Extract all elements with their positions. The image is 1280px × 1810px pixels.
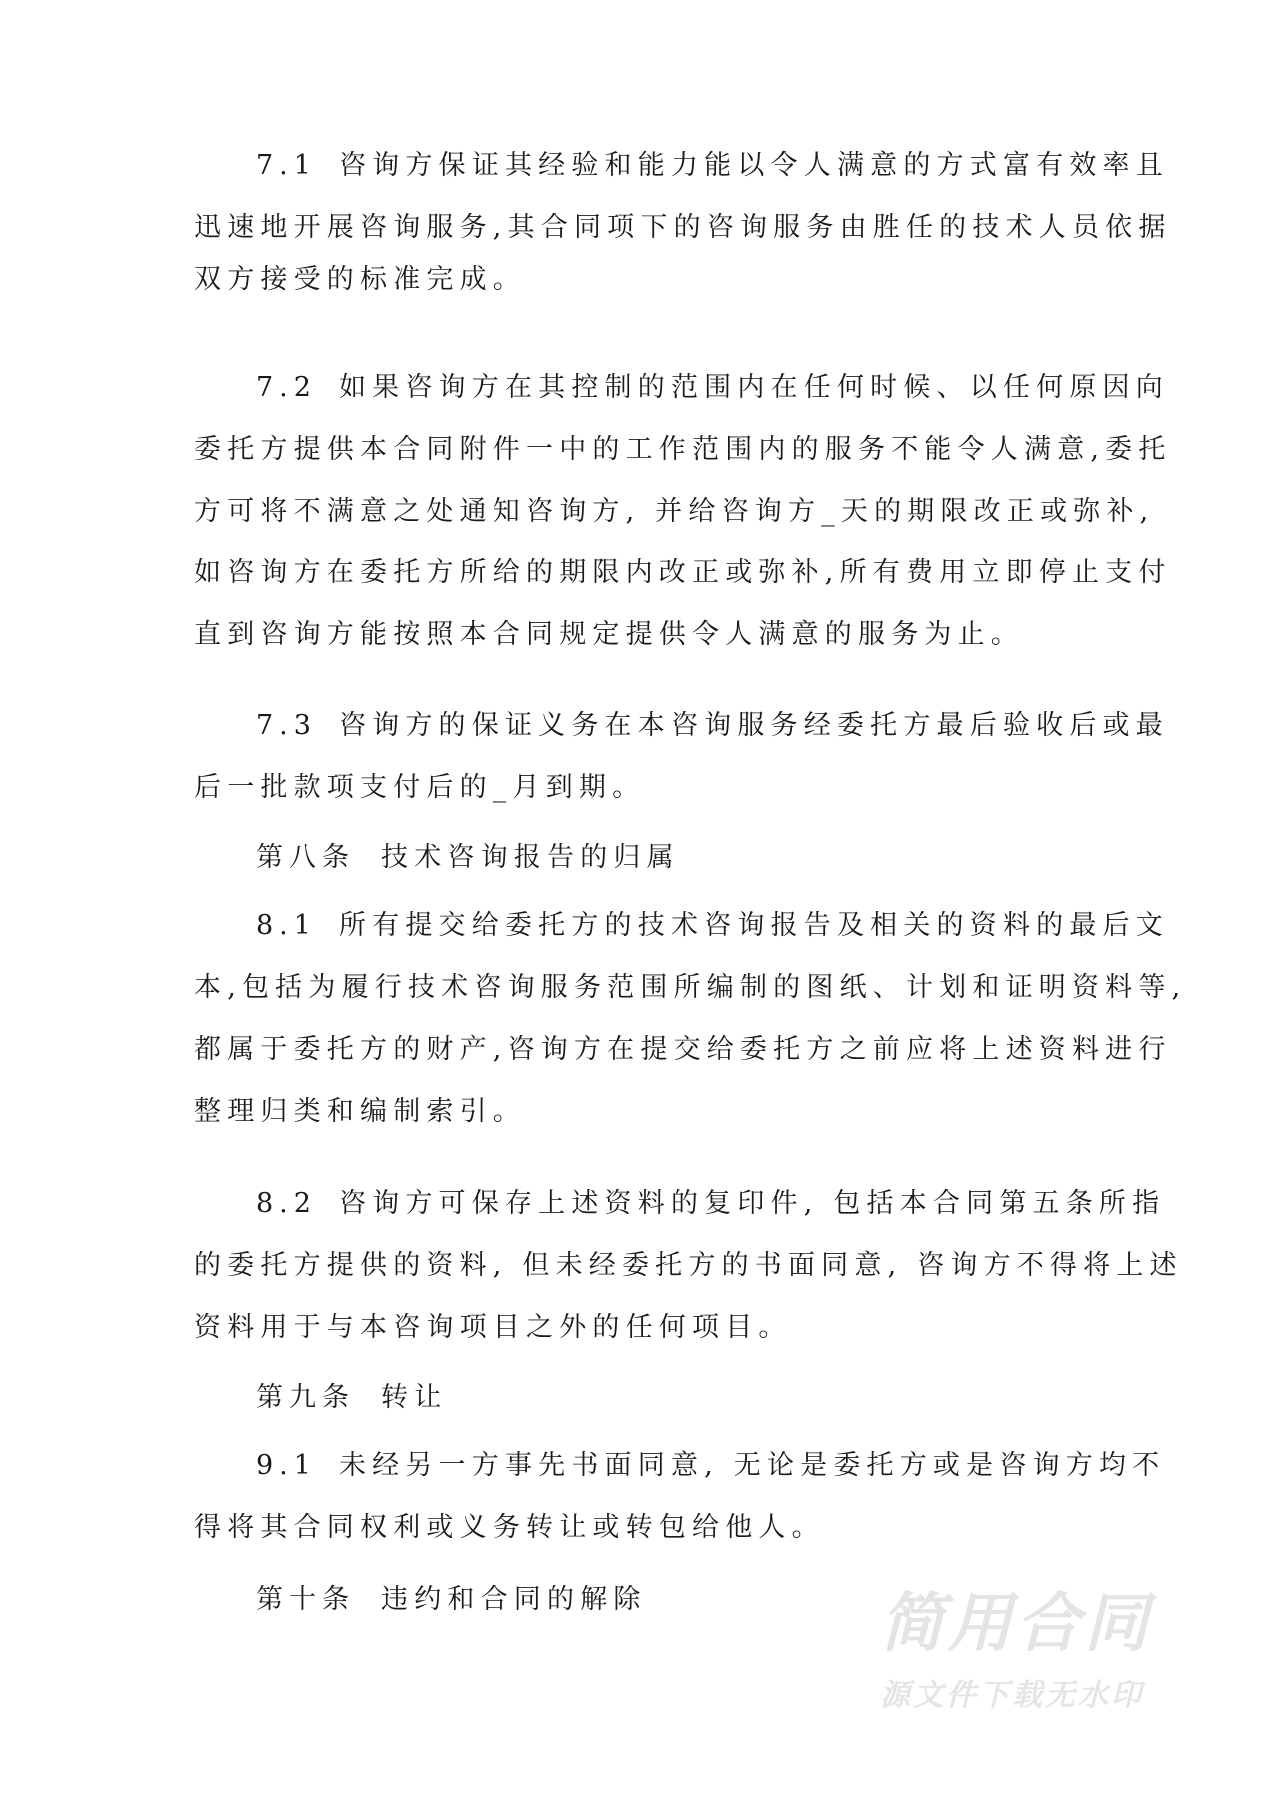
clause-8-1-line-2 [194,968,1187,1008]
clause-number: 8.2 [256,1188,317,1219]
clause-7-3-line-1 [256,706,1169,746]
paragraph-text: 资料用于与本咨询项目之外的任何项目。 [194,1312,792,1343]
clause-8-2-line-3 [194,1308,1094,1348]
clause-8-1-line-3 [194,1030,1172,1070]
clause-number: 8.1 [256,910,317,941]
paragraph-text: 都属于委托方的财产,咨询方在提交给委托方之前应将上述资料进行 [194,1034,1172,1065]
article-number: 第九条 [256,1382,355,1413]
paragraph-text: 委托方提供本合同附件一中的工作范围内的服务不能令人满意,委托 [194,434,1172,465]
paragraph-text: 直到咨询方能按照本合同规定提供令人满意的服务为止。 [194,619,1024,650]
watermark [880,1588,1210,1718]
clause-7-1-line-2 [194,208,1172,248]
clause-number: 9.1 [256,1450,317,1481]
watermark-title: 简用合同 [880,1587,1152,1661]
clause-7-2-line-4 [194,553,1172,593]
paragraph-text: 本,包括为履行技术咨询服务范围所编制的图纸、计划和证明资料等, [194,972,1187,1003]
paragraph-text: 后一批款项支付后的_月到期。 [194,772,646,803]
clause-number: 7.3 [256,710,317,741]
paragraph-text: 的委托方提供的资料, 但未经委托方的书面同意, 咨询方不得将上述 [194,1250,1183,1281]
paragraph-text: 如咨询方在委托方所给的期限内改正或弥补,所有费用立即停止支付 [194,557,1172,588]
paragraph-text: 咨询方可保存上述资料的复印件, 包括本合同第五条所指 [338,1188,1166,1219]
clause-7-1-line-1 [256,146,1169,186]
paragraph-text: 所有提交给委托方的技术咨询报告及相关的资料的最后文 [338,910,1169,941]
clause-7-2-line-2 [194,430,1172,470]
paragraph-text: 咨询方保证其经验和能力能以令人满意的方式富有效率且 [338,150,1169,181]
article-number: 第十条 [256,1584,355,1615]
clause-8-2-line-2 [194,1246,1183,1286]
clause-9-1-line-1 [256,1446,1166,1486]
clause-8-1-line-4 [194,1092,1094,1132]
paragraph-text: 未经另一方事先书面同意, 无论是委托方或是咨询方均不 [338,1450,1166,1481]
watermark-subtitle: 源文件下载无水印 [880,1678,1144,1713]
clause-7-1-line-3 [194,260,1094,300]
article-title: 违约和合同的解除 [381,1584,647,1615]
paragraph-text: 如果咨询方在其控制的范围内在任何时候、以任何原因向 [338,372,1169,403]
clause-8-2-line-1 [256,1184,1166,1224]
clause-7-2-line-5 [194,615,1094,655]
article-8-heading [256,838,1156,878]
clause-7-2-line-1 [256,368,1169,408]
article-number: 第八条 [256,842,355,873]
article-9-heading [256,1378,1156,1418]
paragraph-text: 咨询方的保证义务在本咨询服务经委托方最后验收后或最 [338,710,1169,741]
clause-7-2-line-3 [194,492,1155,532]
clause-number: 7.2 [256,372,317,403]
clause-7-3-line-2 [194,768,1094,808]
clause-number: 7.1 [256,150,317,181]
article-title: 技术咨询报告的归属 [381,842,680,873]
clause-9-1-line-2 [194,1508,1094,1548]
paragraph-text: 迅速地开展咨询服务,其合同项下的咨询服务由胜任的技术人员依据 [194,212,1172,243]
paragraph-text: 得将其合同权利或义务转让或转包给他人。 [194,1512,825,1543]
clause-8-1-line-1 [256,906,1169,946]
paragraph-text: 整理归类和编制索引。 [194,1096,526,1127]
paragraph-text: 双方接受的标准完成。 [194,264,526,295]
paragraph-text: 方可将不满意之处通知咨询方, 并给咨询方_天的期限改正或弥补, [194,496,1155,527]
article-title: 转让 [381,1382,448,1413]
